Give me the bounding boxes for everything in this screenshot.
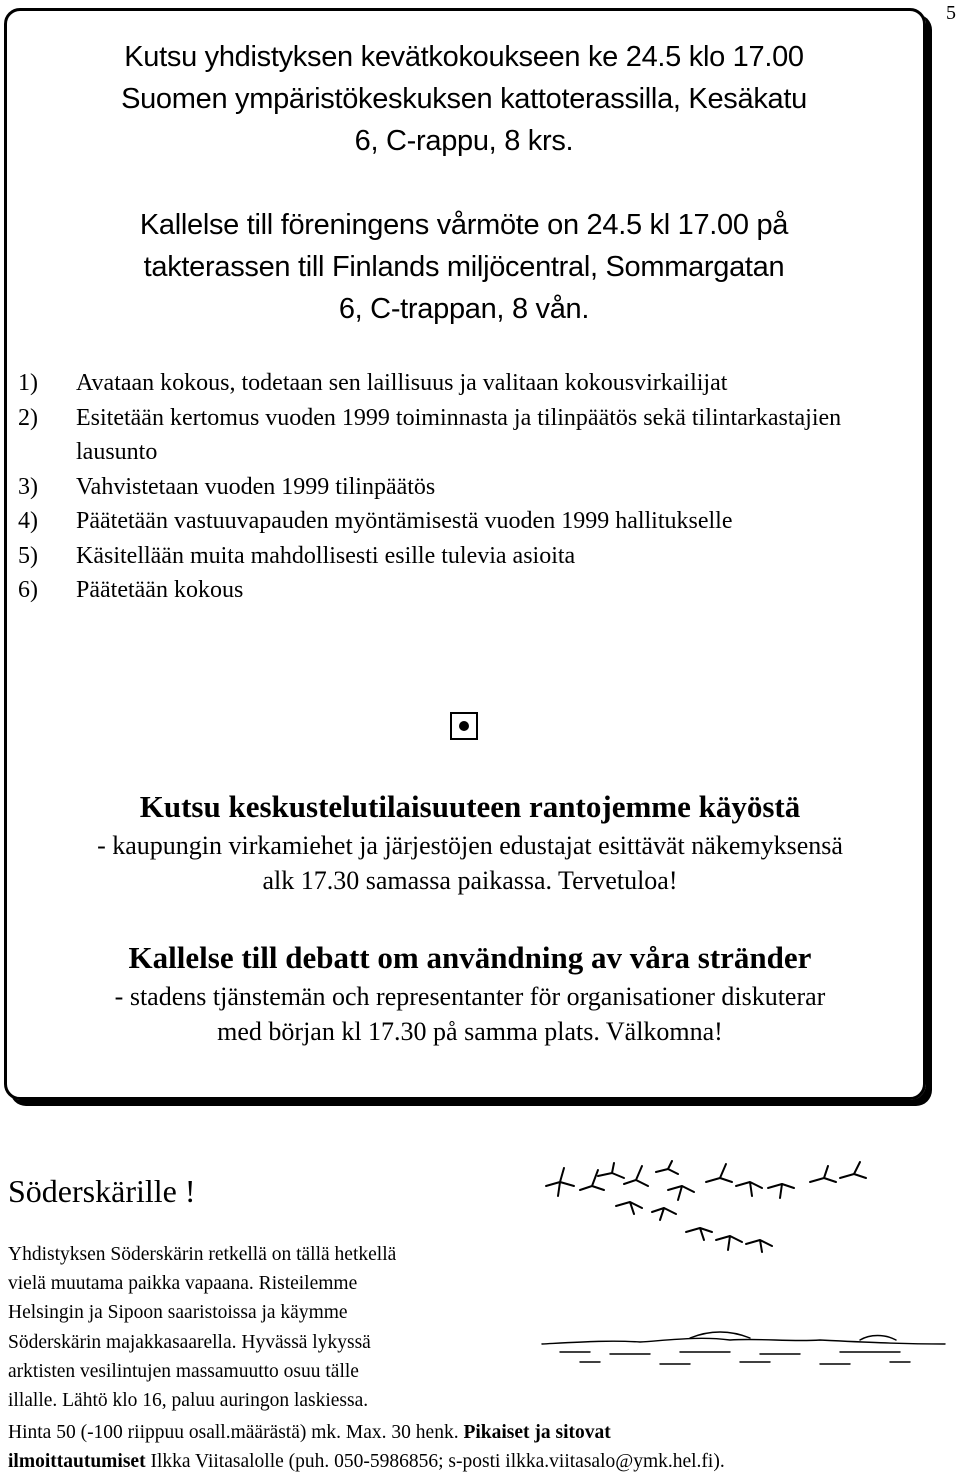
agenda-text: Avataan kokous, todetaan sen laillisuus ja valitaan kokousvirkailijat bbox=[76, 370, 728, 396]
agenda-number: 5) bbox=[18, 542, 38, 569]
price-text: Hinta 50 (-100 riippuu osall.määrästä) mk. Max. 30 henk. bbox=[8, 1422, 464, 1443]
finnish-invitation-heading bbox=[0, 36, 928, 162]
agenda-item bbox=[18, 470, 918, 505]
discussion-line: alk 17.30 samassa paikassa. Tervetuloa! bbox=[262, 866, 678, 895]
registration-line bbox=[8, 1418, 958, 1447]
trip-line: Yhdistyksen Söderskärin retkellä on tällä hetkellä bbox=[8, 1244, 397, 1265]
trip-line: illalle. Lähtö klo 16, paluu auringon laskiessa. bbox=[8, 1390, 369, 1412]
agenda-text: Päätetään vastuuvapauden myöntämisestä vuoden 1999 hallitukselle bbox=[76, 508, 733, 534]
agenda-text: Päätetään kokous bbox=[76, 577, 244, 603]
finnish-discussion bbox=[0, 786, 940, 898]
agenda-item bbox=[18, 573, 918, 608]
page-number: 5 bbox=[946, 2, 956, 24]
swedish-discussion bbox=[0, 937, 940, 1049]
agenda-text: Esitetään kertomus vuoden 1999 toiminnasta ja tilinpäätös sekä tilintarkastajien lausunto bbox=[76, 404, 842, 465]
flying-birds-illustration bbox=[536, 1160, 886, 1280]
agenda-number: 2) bbox=[18, 404, 38, 431]
agenda-item bbox=[18, 539, 918, 574]
agenda-text: Käsitellään muita mahdollisesti esille tulevia asioita bbox=[76, 542, 576, 569]
trip-description bbox=[8, 1240, 528, 1415]
trip-line: vielä muutama paikka vapaana. Risteilemme bbox=[8, 1273, 358, 1295]
discussion-heading: Kutsu keskustelutilaisuuteen rantojemme käyöstä bbox=[139, 789, 801, 824]
discussion-line: - stadens tjänstemän och representanter för organisationer diskuterar bbox=[114, 982, 826, 1011]
agenda-list bbox=[18, 366, 918, 608]
trip-line: arktisten vesilintujen massamuutto osuu tälle bbox=[8, 1360, 359, 1382]
heading-line: Kallelse till föreningens vårmöte on 24.5 kl 17.00 på bbox=[139, 209, 789, 241]
registration-line bbox=[8, 1447, 958, 1476]
discussion-heading: Kallelse till debatt om användning av våra stränder bbox=[128, 940, 812, 975]
discussion-line: - kaupungin virkamiehet ja järjestöjen edustajat esittävät näkemyksensä bbox=[97, 831, 843, 860]
agenda-item bbox=[18, 401, 918, 470]
discussion-line: med början kl 17.30 på samma plats. Välkomna! bbox=[217, 1017, 723, 1046]
registration-emphasis: Pikaiset ja sitovat bbox=[463, 1422, 611, 1443]
agenda-number: 6) bbox=[18, 577, 38, 603]
agenda-number: 1) bbox=[18, 370, 38, 396]
contact-text: Ilkka Viitasalolle (puh. 050-5986856; s-posti ilkka.viitasalo@ymk.hel.fi). bbox=[145, 1451, 725, 1473]
heading-line: Suomen ympäristökeskuksen kattoterassilla, Kesäkatu bbox=[121, 83, 807, 115]
agenda-item bbox=[18, 366, 918, 401]
heading-line: takterassen till Finlands miljöcentral, Sommargatan bbox=[143, 251, 785, 283]
trip-registration bbox=[8, 1418, 958, 1476]
bullet-box-icon bbox=[450, 712, 478, 740]
heading-line: 6, C-rappu, 8 krs. bbox=[354, 125, 574, 157]
heading-line: 6, C-trappan, 8 vån. bbox=[338, 293, 590, 325]
trip-line: Helsingin ja Sipoon saaristoissa ja käymme bbox=[8, 1302, 348, 1324]
agenda-number: 3) bbox=[18, 473, 38, 500]
swedish-invitation-heading bbox=[0, 204, 928, 330]
heading-line: Kutsu yhdistyksen kevätkokoukseen ke 24.5 klo 17.00 bbox=[124, 41, 804, 73]
trip-line: Söderskärin majakkasaarella. Hyvässä lykyssä bbox=[8, 1331, 371, 1353]
agenda-text: Vahvistetaan vuoden 1999 tilinpäätös bbox=[76, 473, 436, 500]
shoreline-illustration bbox=[540, 1318, 950, 1378]
agenda-item bbox=[18, 504, 918, 539]
registration-emphasis: ilmoittautumiset bbox=[8, 1451, 146, 1473]
agenda-number: 4) bbox=[18, 508, 38, 534]
trip-title: Söderskärille ! bbox=[8, 1173, 196, 1209]
